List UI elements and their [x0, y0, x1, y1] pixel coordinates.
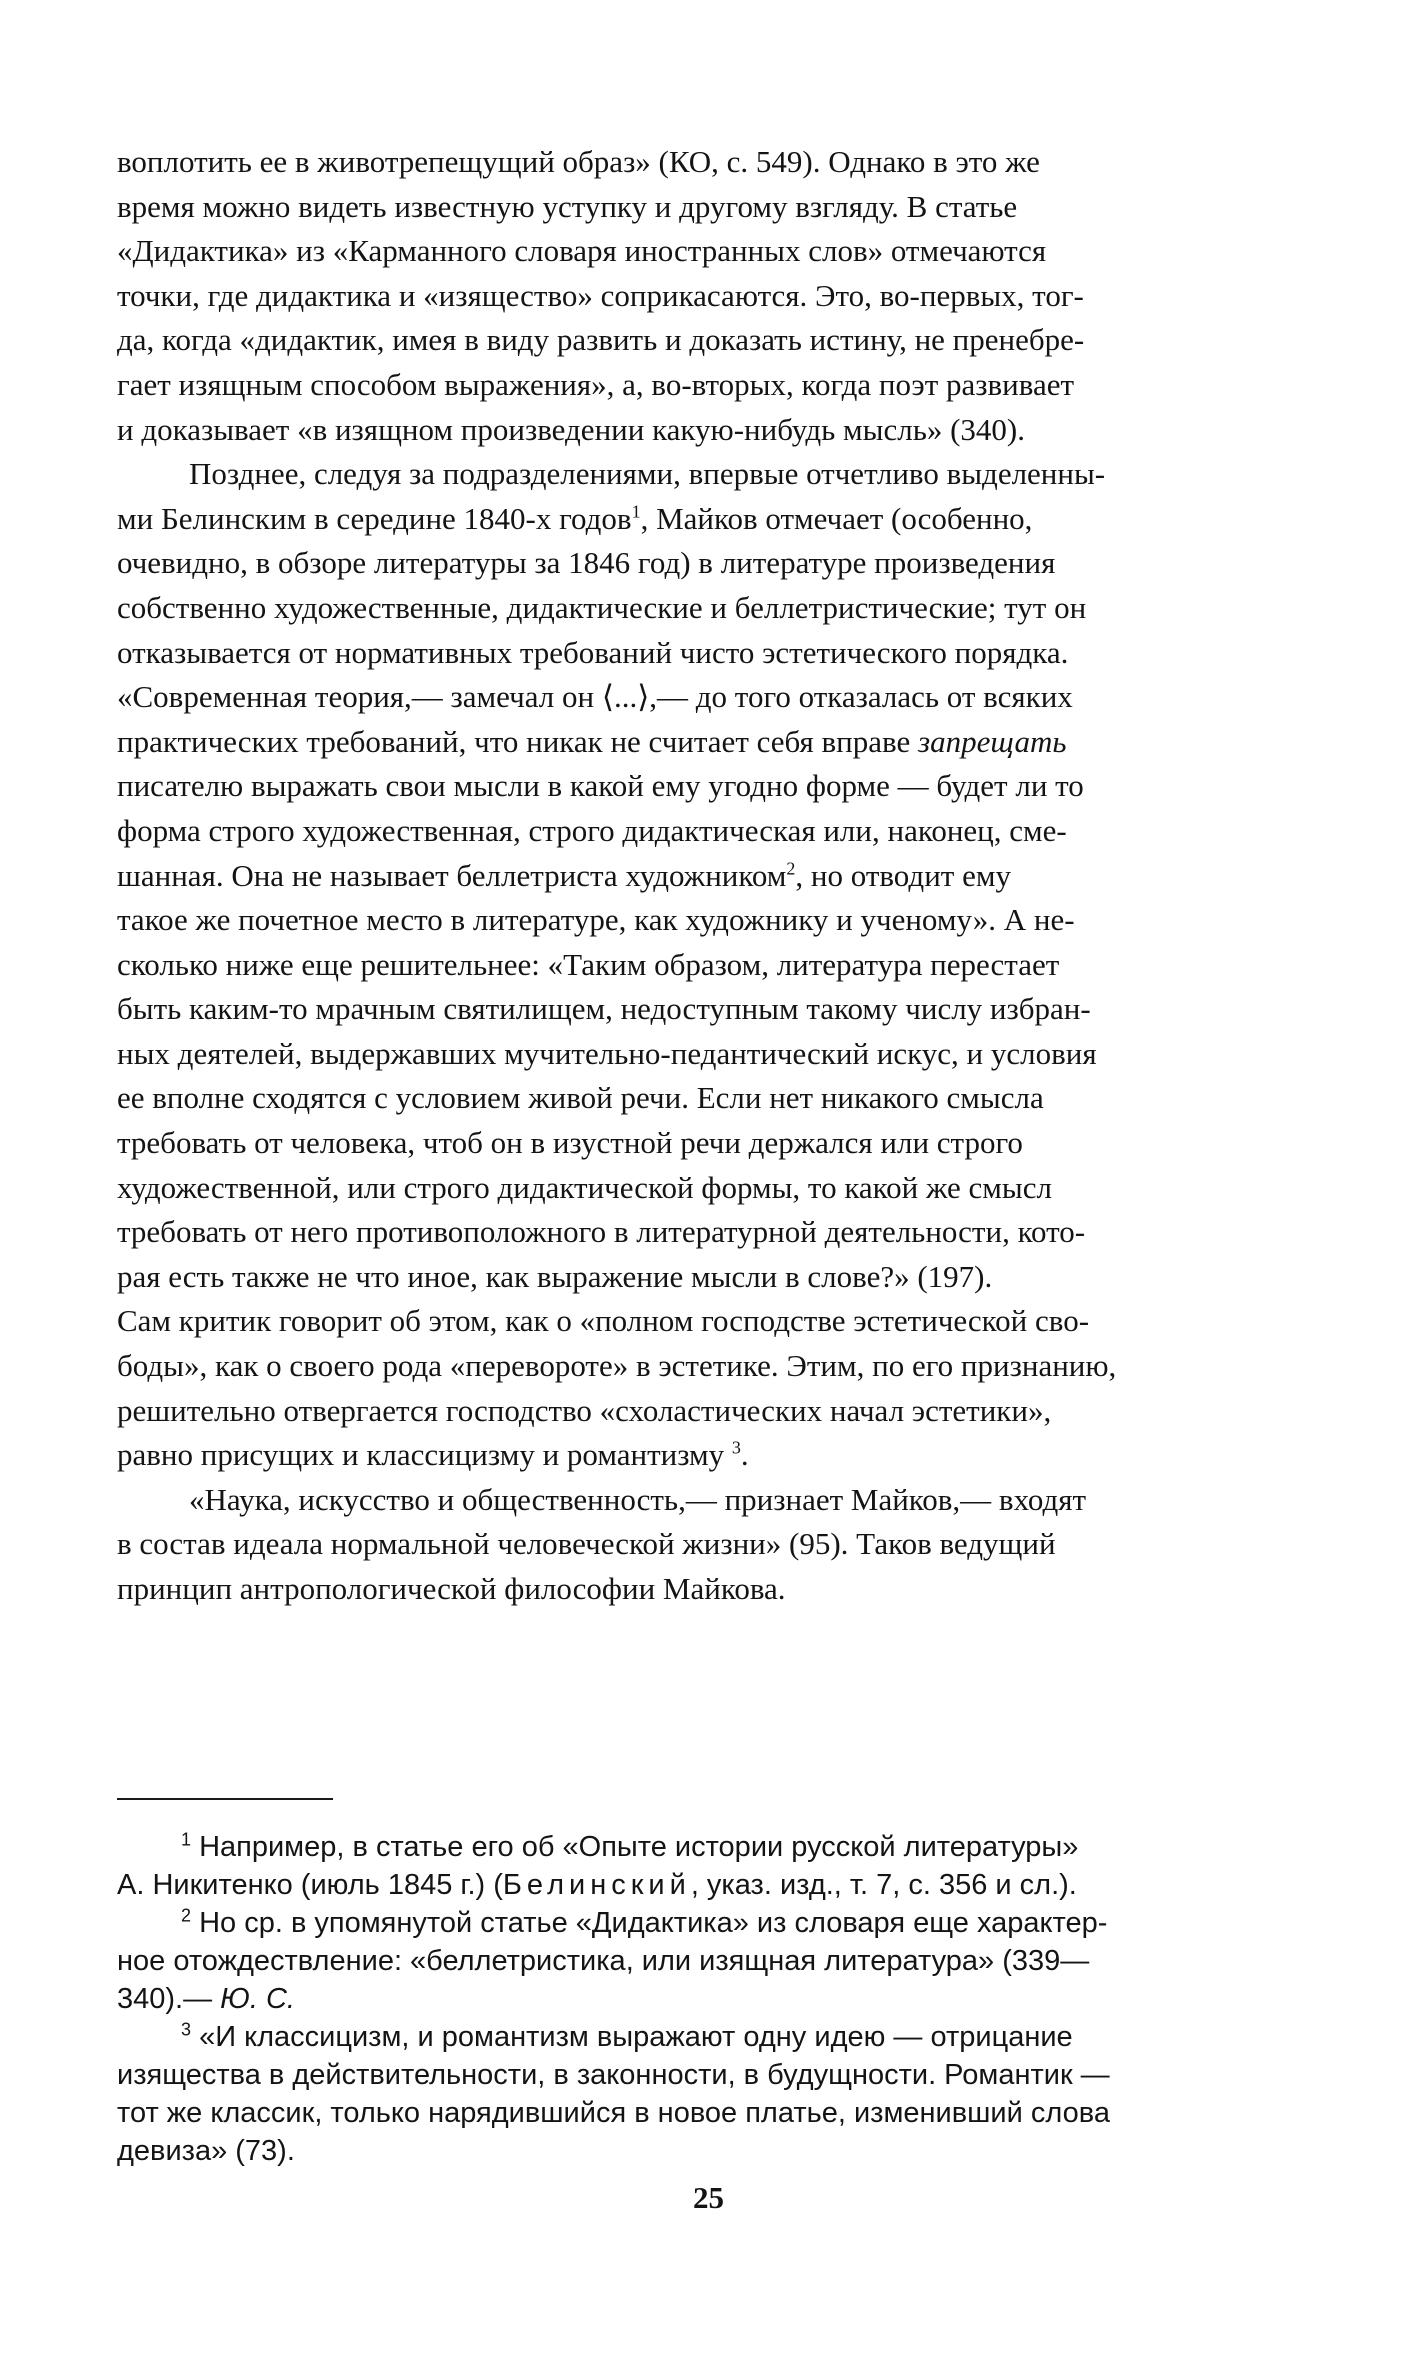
text-line: и доказывает «в изящном произведении какую-нибудь мысль» (340). — [117, 411, 1025, 447]
footnote-ref-1[interactable]: 1 — [631, 501, 641, 522]
text-line: время можно видеть известную уступку и другому взгляду. В статье — [117, 188, 1018, 224]
page-number: 25 — [693, 2180, 724, 2215]
text-line: , Майков отмечает (особенно, — [640, 500, 1033, 536]
footnote-ref-3[interactable]: 3 — [731, 1437, 741, 1458]
footnote-mark: 2 — [181, 1905, 192, 1926]
text-line: Позднее, следуя за подразделениями, впервые отчетливо выделенны- — [189, 456, 1106, 492]
text-line: «Дидактика» из «Карманного словаря иностранных слов» отмечаются — [117, 233, 1047, 269]
text-line: ми Белинским в середине 1840-х годов — [117, 500, 632, 536]
footnote-1 — [117, 1828, 1297, 1904]
footnote-text: тот же классик, только нарядившийся в новое платье, изменивший слова — [117, 2097, 1110, 2129]
text-line: сколько ниже еще решительнее: «Таким образом, литература перестает — [117, 946, 1060, 982]
emphasis-word: запрещать — [917, 723, 1067, 759]
text-line: «Наука, искусство и общественность,— признает Майков,— входят — [189, 1481, 1087, 1517]
text-line: , но отводит ему — [795, 857, 1011, 893]
text-line: такое же почетное место в литературе, как художнику и ученому». А не- — [117, 902, 1075, 938]
footnote-text: изящества в действительности, в законности, в будущности. Романтик — — [117, 2059, 1110, 2091]
footnote-mark: 1 — [181, 1829, 192, 1850]
footnote-3 — [117, 2018, 1297, 2170]
main-text — [117, 140, 1297, 1612]
text-line: ее вполне сходятся с условием живой речи. Если нет никакого смысла — [117, 1080, 1044, 1116]
text-line: ных деятелей, выдержавших мучительно-педантический искус, и условия — [117, 1035, 1097, 1071]
paragraph-2 — [117, 452, 1297, 1478]
footnote-text: 340).— — [117, 1983, 213, 2015]
text-line: воплотить ее в животрепещущий образ» (КО, с. 549). Однако в это же — [117, 144, 1040, 179]
text-line: рая есть также не что иное, как выражение мысли в слове?» (197). — [117, 1258, 993, 1294]
footnote-divider — [117, 1798, 333, 1800]
footnote-2 — [117, 1904, 1297, 2018]
text-line: очевидно, в обзоре литературы за 1846 год) в литературе произведения — [117, 545, 1056, 581]
text-line: собственно художественные, дидактические и беллетристические; тут он — [117, 589, 1087, 625]
editor-initials: Ю. С. — [220, 1983, 295, 2015]
text-line: решительно отвергается господство «схоластических начал эстетики», — [117, 1392, 1052, 1428]
text-line: форма строго художественная, строго дидактическая или, наконец, сме- — [117, 812, 1067, 848]
paragraph-3 — [117, 1478, 1297, 1612]
text-line: художественной, или строго дидактической формы, то какой же смысл — [117, 1169, 1052, 1205]
footnote-text: Например, в статье его об «Опыте истории русской литературы» — [199, 1831, 1079, 1863]
text-line: Сам критик говорит об этом, как о «полном господстве эстетической сво- — [117, 1303, 1090, 1339]
text-line: боды», как о своего рода «перевороте» в эстетике. Этим, по его признанию, — [117, 1348, 1117, 1384]
text-line: . — [740, 1437, 749, 1473]
footnote-ref-2[interactable]: 2 — [786, 858, 796, 879]
author-name: Белинский — [502, 1869, 691, 1901]
text-line: да, когда «дидактик, имея в виду развить и доказать истину, не пренебре- — [117, 322, 1085, 358]
footnote-text: Но ср. в упомянутой статье «Дидактика» из словаря еще характер- — [199, 1907, 1108, 1939]
text-line: в состав идеала нормальной человеческой жизни» (95). Таков ведущий — [117, 1526, 1056, 1562]
text-line: гает изящным способом выражения», а, во-вторых, когда поэт развивает — [117, 366, 1075, 402]
footnote-text: ное отождествление: «беллетристика, или изящная литература» (339— — [117, 1945, 1090, 1977]
text-line: требовать от человека, чтоб он в изустной речи держался или строго — [117, 1125, 1023, 1161]
paragraph-1 — [117, 140, 1297, 452]
text-line: шанная. Она не называет беллетриста художником — [117, 857, 787, 893]
footnote-text: , указ. изд., т. 7, с. 356 и сл.). — [690, 1869, 1077, 1901]
footnote-text: девиза» (73). — [117, 2135, 295, 2167]
text-line: писателю выражать свои мысли в какой ему угодно форме — будет ли то — [117, 768, 1084, 804]
footnote-text: «И классицизм, и романтизм выражают одну идею — отрицание — [199, 2021, 1073, 2053]
text-line: практических требований, что никак не считает себя вправе — [117, 723, 911, 759]
text-line: равно присущих и классицизму и романтизму — [117, 1437, 725, 1473]
text-line: точки, где дидактика и «изящество» соприкасаются. Это, во-первых, тог- — [117, 277, 1084, 313]
text-line: быть каким-то мрачным святилищем, недоступным такому числу избран- — [117, 991, 1091, 1027]
footnote-mark: 3 — [181, 2019, 192, 2040]
footnote-text: А. Никитенко (июль 1845 г.) ( — [117, 1869, 503, 1901]
footnotes — [117, 1828, 1297, 2170]
text-line: отказывается от нормативных требований чисто эстетического порядка. — [117, 634, 1069, 670]
text-line: требовать от него противоположного в литературной деятельности, кото- — [117, 1214, 1086, 1250]
text-line: «Современная теория,— замечал он ⟨...⟩,— до того отказалась от всяких — [117, 679, 1073, 715]
text-line: принцип антропологической философии Майкова. — [117, 1571, 786, 1606]
